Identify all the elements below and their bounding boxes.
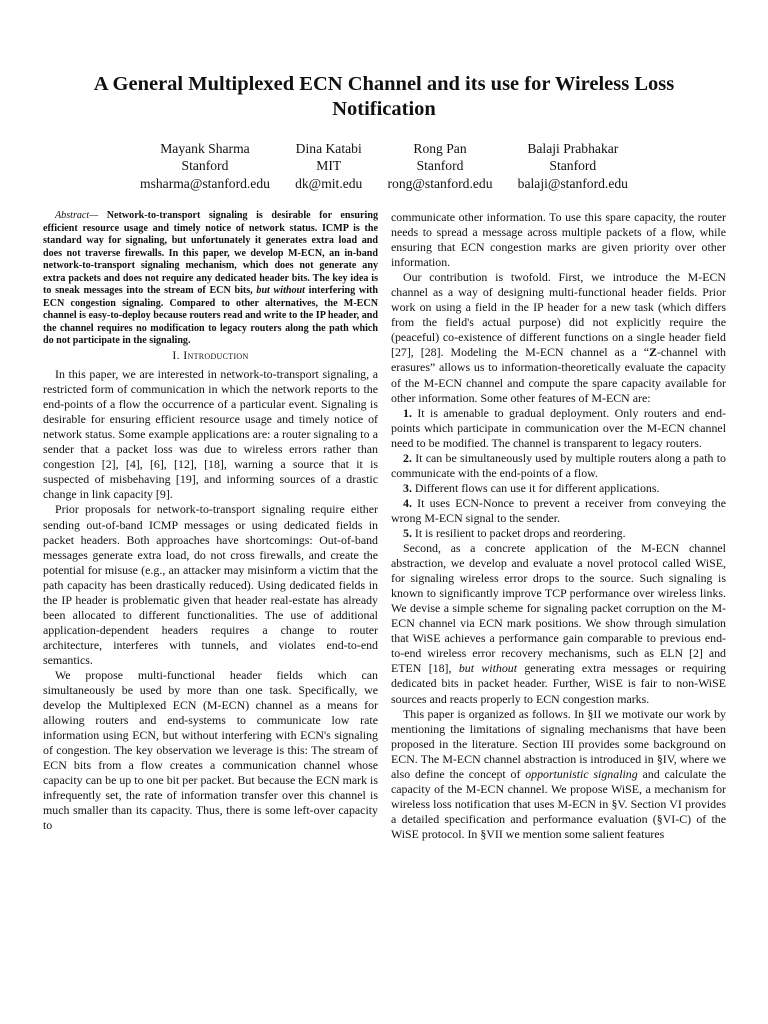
p4-text-b: and calculate the capacity of the M-ECN channel. We propose WiSE, a mechanism for wireless loss notification that uses M-ECN in §V. Section VI provides a detailed specification and performance evaluation (§VI-C) of the WiSE protocol. In §VII we mention some salient features <box>391 766 727 841</box>
author-email: dk@mit.edu <box>295 175 363 191</box>
p2-text-a: Our contribution is twofold. First, we introduce the M-ECN channel as a way of designing multi-functional header fields. Prior work on using a field in the IP header for a new task (which differs from the field's actual purpose) did not explicitly require the (peaceful) co-existence of different functions on a single header field [27], [28]. Modeling the M-ECN channel as a “ <box>391 270 726 360</box>
author-affiliation: Stanford <box>416 158 464 174</box>
author-name: Dina Katabi <box>295 141 362 156</box>
author-1 <box>140 140 270 192</box>
section-heading-introduction <box>43 348 378 363</box>
author-3 <box>388 140 493 192</box>
item-text: It is resilient to packet drops and reordering. <box>411 525 626 540</box>
section-number: I. <box>172 348 184 363</box>
right-paragraph-2 <box>391 270 726 405</box>
right-paragraph-3 <box>391 541 726 707</box>
abstract-emphasis: but without <box>256 285 305 297</box>
author-affiliation: MIT <box>316 158 342 174</box>
feature-item-5 <box>391 526 726 541</box>
item-number: 5. <box>403 525 412 540</box>
author-email: balaji@stanford.edu <box>517 175 628 191</box>
author-name: Rong Pan <box>413 141 467 156</box>
feature-item-3 <box>391 481 726 496</box>
p3-emphasis: but without <box>458 661 518 676</box>
feature-item-1 <box>391 406 726 451</box>
p4-text-a: This paper is organized as follows. In §II we motivate our work by mentioning the limitations of signaling mechanisms that have been proposed in the literature. Section III provides some background on ECN. The M-ECN channel abstraction is introduced in §IV, where we also define the concept of <box>391 706 726 781</box>
author-name: Balaji Prabhakar <box>527 141 619 156</box>
item-text: It is amenable to gradual deployment. Only routers and end-points which participate in communication over the M-ECN channel need to be modified. The channel is transparent to legacy routers. <box>391 405 726 450</box>
p3-text-b: generating extra messages or requiring dedicated bits in packet header. Further, WiSE is fair to non-WiSE sources and reacts properly to ECN congestion marks. <box>391 661 726 706</box>
abstract-text-2: interfering with ECN congestion signaling. Compared to other alternatives, the M-ECN channel is easy-to-deploy because routers read and write to the IP header, and the channel requires no modification to legacy routers along the path which do not participate in the signaling. <box>43 285 378 347</box>
author-email: rong@stanford.edu <box>387 175 493 191</box>
abstract <box>43 210 378 348</box>
section-title: Introduction <box>183 348 249 363</box>
item-text: Different flows can use it for different applications. <box>411 480 660 495</box>
item-number: 4. <box>403 495 412 510</box>
right-column <box>391 210 726 842</box>
item-number: 1. <box>403 405 412 420</box>
author-block <box>140 140 628 192</box>
author-name: Mayank Sharma <box>160 141 250 156</box>
feature-item-4 <box>391 496 726 526</box>
p2-z-symbol: Z <box>649 345 657 360</box>
p4-emphasis: opportunistic signaling <box>525 766 638 781</box>
abstract-text-1: Network-to-transport signaling is desirable for ensuring efficient resource usage and timely notice of network status. ICMP is the standard way for signaling, but unfortunately it generates extra load and does not traverse firewalls. In this paper, we develop M-ECN, an in-band network-to-transport signaling mechanism, which does not generate any extra packets and does not require any dedicated header bits. The key idea is to sneak messages into the stream of ECN bits, <box>43 210 378 297</box>
right-paragraph-4 <box>391 707 726 842</box>
feature-item-2 <box>391 451 726 481</box>
right-paragraph-1: communicate other information. To use this spare capacity, the router needs to spread a message across multiple packets of a flow, while ensuring that ECN congestion marks are given priority over other information. <box>391 210 726 270</box>
author-4 <box>518 140 628 192</box>
intro-paragraph-1: In this paper, we are interested in network-to-transport signaling, a restricted form of communication in which the network reports to the end-points of a flow the occurrence of a particular event. Signaling is desirable for ensuring efficient resource usage and timely notice of network status. Some example applications are: a router signaling to a sender that a packet loss was due to wireless errors rather than congestion [2], [4], [6], [12], [18], warning a source that it is suspected of misbehaving [19], and informing sources of a drastic change in link capacity [9]. <box>43 367 378 502</box>
author-email: msharma@stanford.edu <box>140 175 270 191</box>
abstract-lead: Abstract— <box>55 210 99 221</box>
item-number: 2. <box>403 450 412 465</box>
intro-paragraph-3: We propose multi-functional header fields which can simultaneously be used by more than one task. Specifically, we develop the Multiplexed ECN (M-ECN) channel as a means for allowing routers and end-systems to communicate low rate information using ECN, but without interfering with ECN's signaling of congestion. The key observation we leverage is this: The stream of ECN bits from a flow creates a communication channel whose capacity can be up to one bit per packet. But because the ECN mark is infrequently set, the rate of information transfer over this channel is much smaller than its capacity. Thus, there is some left-over capacity to <box>43 668 378 833</box>
left-column <box>43 210 378 834</box>
item-text: It can be simultaneously used by multiple routers along a path to communicate with the end-points of a flow. <box>391 450 726 480</box>
author-affiliation: Stanford <box>549 158 597 174</box>
p3-text-a: Second, as a concrete application of the M-ECN channel abstraction, we develop and evaluate a novel protocol called WiSE, for signaling wireless error drops to the source. Such signaling is known to significantly improve TCP performance over wireless links. We devise a simple scheme for signaling packet corruption on the M-ECN channel via ECN mark positions. We show through simulation that WiSE achieves a performance gain comparable to previous end-to-end wireless error recovery mechanisms, such as ELN [2] and ETEN [18], <box>391 541 726 676</box>
item-number: 3. <box>403 480 412 495</box>
p2-text-b: -channel with erasures” allows us to information-theoretically evaluate the capacity of the M-ECN channel and compute the spare capacity available for other information. Some other features of M-ECN are: <box>391 345 726 405</box>
author-2 <box>295 140 362 192</box>
paper-title: A General Multiplexed ECN Channel and its use for Wireless Loss Notification <box>93 73 675 120</box>
intro-paragraph-2: Prior proposals for network-to-transport signaling require either sending out-of-band ICMP messages or using dedicated fields in packet headers. Both approaches have shortcomings: Out-of-band messages generate extra load, do not cross firewalls, and create the potential for misuse (e.g., an attacker may misinform a victim that the path capacity has been drastically reduced). Using dedicated fields in the IP header is problematic given that header real-estate has already been allocated to different functionalities. The use of additional application-dependent headers requires a change to router architecture, interferes with tunnels, and violates end-to-end semantics. <box>43 502 378 667</box>
author-affiliation: Stanford <box>181 158 229 174</box>
item-text: It uses ECN-Nonce to prevent a receiver from conveying the wrong M-ECN signal to the sender. <box>391 495 726 525</box>
